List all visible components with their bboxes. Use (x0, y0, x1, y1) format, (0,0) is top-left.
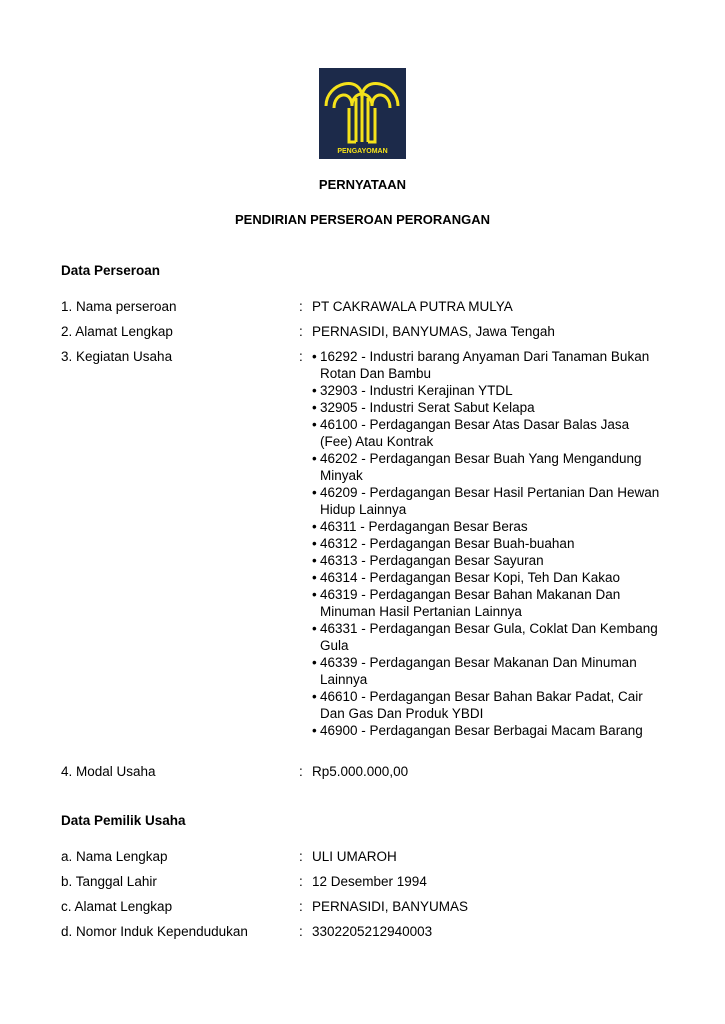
list-item: • 46314 - Perdagangan Besar Kopi, Teh Dan Kakao (312, 569, 662, 586)
list-item: • 46313 - Perdagangan Besar Sayuran (312, 552, 662, 569)
list-item: • 46209 - Perdagangan Besar Hasil Pertanian Dan Hewan Hidup Lainnya (312, 484, 662, 518)
field-label: c. Alamat Lengkap (61, 899, 173, 914)
document-title: PERNYATAAN (318, 177, 407, 192)
field-value: ULI UMAROH (312, 849, 397, 864)
list-item: • 32903 - Industri Kerajinan YTDL (312, 382, 662, 399)
field-value: Rp5.000.000,00 (312, 764, 409, 779)
list-item: • 46202 - Perdagangan Besar Buah Yang Mengandung Minyak (312, 450, 662, 484)
field-label: d. Nomor Induk Kependudukan (61, 924, 248, 939)
field-colon: : (299, 899, 303, 914)
section-heading-pemilik: Data Pemilik Usaha (61, 813, 186, 828)
document-subtitle: PENDIRIAN PERSEROAN PERORANGAN (235, 212, 490, 227)
pengayoman-tree-emblem (319, 68, 406, 159)
section-heading-perseroan: Data Perseroan (61, 263, 161, 278)
list-item: • 46610 - Perdagangan Besar Bahan Bakar Padat, Cair Dan Gas Dan Produk YBDI (312, 688, 662, 722)
field-label: a. Nama Lengkap (61, 849, 168, 864)
field-label: 1. Nama perseroan (61, 299, 177, 314)
field-colon: : (299, 324, 303, 339)
field-colon: : (299, 764, 303, 779)
list-item: • 46319 - Perdagangan Besar Bahan Makanan Dan Minuman Hasil Pertanian Lainnya (312, 586, 662, 620)
list-item: • 46900 - Perdagangan Besar Berbagai Macam Barang (312, 722, 662, 739)
field-value: PERNASIDI, BANYUMAS, Jawa Tengah (312, 324, 555, 339)
field-label: 4. Modal Usaha (61, 764, 156, 779)
list-item: • 46339 - Perdagangan Besar Makanan Dan Minuman Lainnya (312, 654, 662, 688)
field-value: PERNASIDI, BANYUMAS (312, 899, 469, 914)
field-value: PT CAKRAWALA PUTRA MULYA (312, 299, 513, 314)
list-item: • 32905 - Industri Serat Sabut Kelapa (312, 399, 662, 416)
field-colon: : (299, 924, 303, 939)
list-item: • 16292 - Industri barang Anyaman Dari Tanaman Bukan Rotan Dan Bambu (312, 348, 662, 382)
list-item: • 46311 - Perdagangan Besar Beras (312, 518, 662, 535)
field-colon: : (299, 349, 303, 364)
field-label: 2. Alamat Lengkap (61, 324, 173, 339)
list-item: • 46312 - Perdagangan Besar Buah-buahan (312, 535, 662, 552)
list-item: • 46331 - Perdagangan Besar Gula, Coklat Dan Kembang Gula (312, 620, 662, 654)
field-colon: : (299, 849, 303, 864)
field-label: 3. Kegiatan Usaha (61, 349, 173, 364)
svg-text:PENGAYOMAN: PENGAYOMAN (337, 148, 388, 155)
field-label: b. Tanggal Lahir (61, 874, 157, 889)
kegiatan-usaha-list (312, 348, 662, 739)
list-item: • 46100 - Perdagangan Besar Atas Dasar Balas Jasa (Fee) Atau Kontrak (312, 416, 662, 450)
field-value: 3302205212940003 (312, 924, 433, 939)
pengayoman-logo (319, 68, 406, 159)
field-colon: : (299, 299, 303, 314)
field-colon: : (299, 874, 303, 889)
field-value: 12 Desember 1994 (312, 874, 427, 889)
